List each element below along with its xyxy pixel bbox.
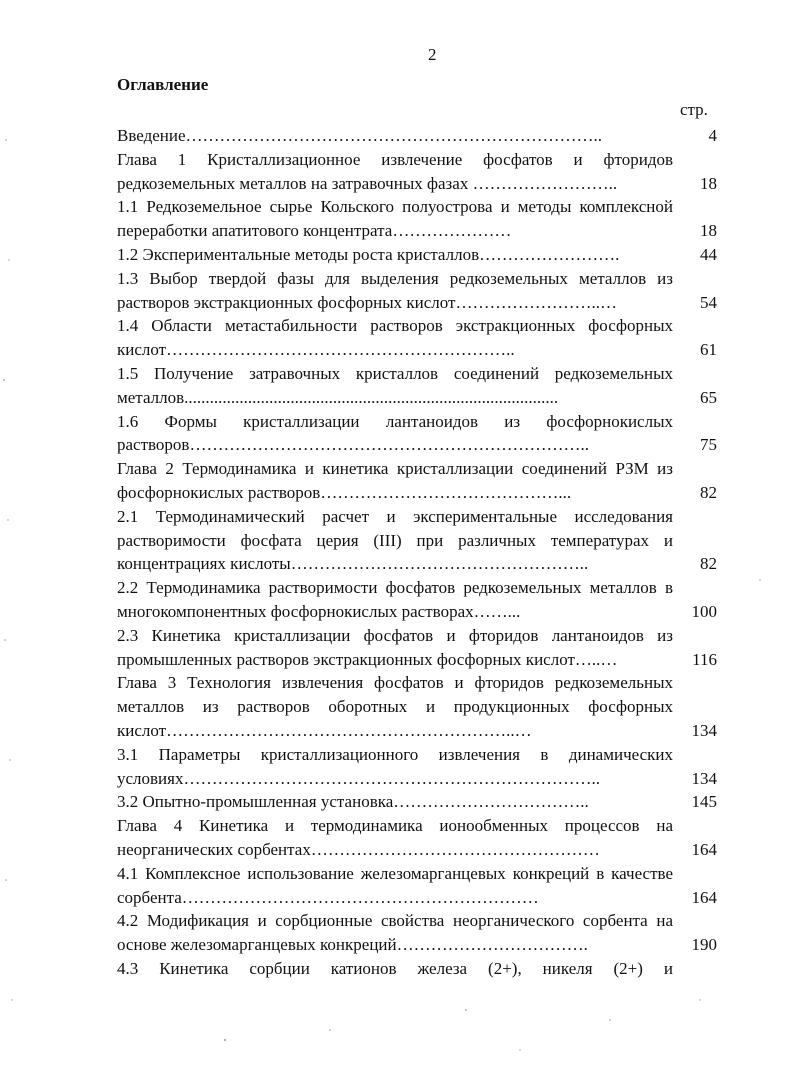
toc-entry-page: 4 [708,126,717,145]
toc-heading: Оглавление [117,75,209,94]
toc-entry-title: 4.1 Комплексное использование железомарганцевых конкреций в качестве сорбента……………………………………………………… [117,863,673,907]
toc-entry-title: 1.3 Выбор твердой фазы для выделения редкоземельных металлов из растворов экстракционных фосфорных кислот……………………..… [117,268,673,312]
toc-entry-title: Глава 1 Кристаллизационное извлечение фосфатов и фторидов редкоземельных металлов на затравочных фазах …………………….. [117,149,673,193]
toc-entry-title: Глава 3 Технология извлечения фосфатов и фторидов редкоземельных металлов из растворов оборотных и продукционных фосфорных кислот……………………………………………………..… [117,673,673,740]
toc-entry-page: 164 [691,887,717,907]
toc-entry-title: 1.5 Получение затравочных кристаллов соединений редкоземельных металлов........................................................................................ [117,363,673,407]
toc-entry-title: 2.1 Термодинамический расчет и экспериментальные исследования растворимости фосфата церия (III) при различных температурах и концентрациях кислоты…………………………………………….. [117,506,673,574]
toc-entry-page: 82 [700,554,717,574]
toc-entry [117,576,725,624]
toc-entry [117,457,725,505]
toc-entry [117,267,725,315]
toc-entry-title: 2.3 Кинетика кристаллизации фосфатов и фторидов лантаноидов из промышленных растворов экстракционных фосфорных кислот…..… [117,625,673,669]
toc-entry [117,362,725,410]
toc-entry [117,314,725,362]
toc-entry-page: 100 [691,601,717,621]
toc-entry-title: 3.1 Параметры кристаллизационного извлечения в динамических условиях……………………………………………………………….. [117,744,673,788]
toc-entry [117,410,725,458]
toc-entry-page: 145 [691,792,717,812]
toc-entry-page: 134 [691,768,717,788]
toc-entry-title: 4.3 Кинетика сорбции катионов железа (2+), никеля (2+) и [117,958,673,978]
toc-entry [117,909,725,957]
table-of-contents [117,124,725,981]
toc-entry-title: 1.6 Формы кристаллизации лантаноидов из фосфорнокислых растворов…………………………………………………………….. [117,411,673,455]
page-number: 2 [428,45,437,64]
toc-entry-page: 61 [700,340,717,360]
toc-entry-title: Введение……………………………………………………………….. [117,126,603,145]
toc-entry-page: 82 [700,482,717,502]
toc-entry-title: 2.2 Термодинамика растворимости фосфатов редкоземельных металлов в многокомпонентных фосфорнокислых растворах……... [117,578,673,621]
toc-entry-page: 134 [691,720,717,740]
toc-entry [117,671,725,742]
toc-entry-page: 116 [692,649,717,669]
toc-entry [117,862,725,910]
toc-entry-page: 75 [700,435,717,455]
page-column-label: стр. [680,100,708,119]
toc-entry-title: Глава 2 Термодинамика и кинетика кристаллизации соединений РЗМ из фосфорнокислых растворов……………………………………... [117,459,673,502]
toc-entry [117,195,725,243]
toc-entry [117,790,725,814]
toc-entry-title: 1.1 Редкоземельное сырье Кольского полуострова и методы комплексной переработки апатитового концентрата………………… [117,197,673,241]
toc-entry-page: 65 [700,387,717,407]
toc-entry-page: 164 [691,839,717,859]
toc-entry-page: 18 [700,173,717,193]
toc-entry [117,124,725,148]
toc-entry-page: 54 [700,292,717,312]
toc-entry [117,505,725,576]
toc-entry [117,624,725,672]
toc-entry [117,743,725,791]
toc-entry-title: 4.2 Модификация и сорбционные свойства неорганического сорбента на основе железомарганцевых конкреций……………………………. [117,911,673,955]
toc-entry [117,814,725,862]
toc-entry-page: 190 [691,935,717,955]
toc-entry [117,957,725,981]
toc-entry-title: 1.4 Области метастабильности растворов экстракционных фосфорных кислот…………………………………………………….. [117,316,673,360]
toc-entry-page: 44 [700,244,717,264]
toc-entry-page: 18 [700,221,717,241]
toc-entry [117,148,725,196]
toc-entry-title: 1.2 Экспериментальные методы роста кристаллов……………………. [117,244,620,264]
toc-entry [117,243,725,267]
toc-entry-title: Глава 4 Кинетика и термодинамика ионообменных процессов на неорганических сорбентах…………………………………………… [117,816,673,859]
toc-entry-title: 3.2 Опытно-промышленная установка…………………………….. [117,792,589,812]
